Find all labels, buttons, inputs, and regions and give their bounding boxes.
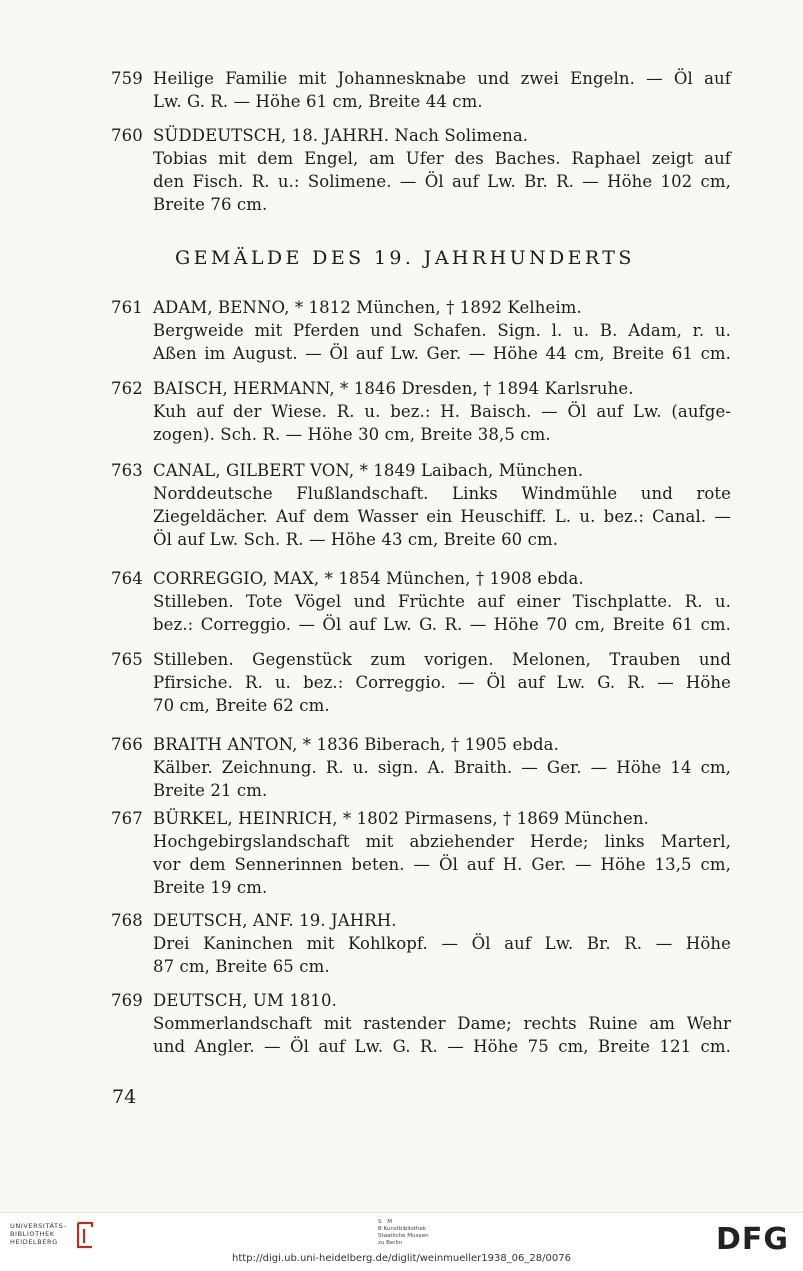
entry-763: [111, 459, 731, 551]
entry-line: und Angler. — Öl auf Lw. G. R. — Höhe 75 cm, Breite 121 cm.: [153, 1037, 731, 1056]
entry-line: Breite 19 cm.: [153, 878, 268, 897]
entry-number: 763: [111, 461, 143, 480]
entry-line: Kälber. Zeichnung. R. u. sign. A. Braith. — Ger. — Höhe 14 cm,: [153, 758, 731, 777]
entry-line: Aßen im August. — Öl auf Lw. Ger. — Höhe 44 cm, Breite 61 cm.: [153, 344, 731, 363]
entry-number: 761: [111, 298, 143, 317]
permalink-url[interactable]: http://digi.ub.uni-heidelberg.de/diglit/weinmueller1938_06_28/0076: [232, 1253, 571, 1264]
entry-line: CANAL, GILBERT VON, * 1849 Laibach, München.: [153, 461, 584, 480]
entry-762: [111, 377, 731, 446]
entry-line: BRAITH ANTON, * 1836 Biberach, † 1905 ebda.: [153, 735, 559, 754]
dfg-logo: DFG: [716, 1222, 790, 1257]
sm-kunstbibliothek-label: [360, 1219, 480, 1247]
entry-line: Ziegeldächer. Auf dem Wasser ein Heuschiff. L. u. bez.: Canal. —: [153, 507, 731, 526]
entry-line: Norddeutsche Flußlandschaft. Links Windmühle und rote: [153, 484, 731, 503]
entry-number: 764: [111, 569, 143, 588]
entry-line: Hochgebirgslandschaft mit abziehender Herde; links Marterl,: [153, 832, 731, 851]
entry-765: [111, 648, 731, 717]
entry-line: SÜDDEUTSCH, 18. JAHRH. Nach Solimena.: [153, 126, 529, 145]
entry-line: vor dem Sennerinnen beten. — Öl auf H. Ger. — Höhe 13,5 cm,: [153, 855, 731, 874]
entry-768: [111, 909, 731, 978]
entry-line: bez.: Correggio. — Öl auf Lw. G. R. — Höhe 70 cm, Breite 61 cm.: [153, 615, 731, 634]
entry-766: [111, 733, 731, 802]
entry-line: ADAM, BENNO, * 1812 München, † 1892 Kelheim.: [153, 298, 582, 317]
university-line: BIBLIOTHEK: [10, 1230, 55, 1238]
entry-line: Sommerlandschaft mit rastender Dame; rechts Ruine am Wehr: [153, 1014, 731, 1033]
entry-line: Breite 76 cm.: [153, 195, 268, 214]
entry-line: 87 cm, Breite 65 cm.: [153, 957, 330, 976]
entry-number: 767: [111, 809, 143, 828]
section-heading: GEMÄLDE DES 19. JAHRHUNDERTS: [175, 247, 635, 269]
page-number: 74: [112, 1086, 137, 1108]
entry-line: DEUTSCH, ANF. 19. JAHRH.: [153, 911, 397, 930]
entry-761: [111, 296, 731, 365]
entry-line: den Fisch. R. u.: Solimene. — Öl auf Lw. Br. R. — Höhe 102 cm,: [153, 172, 731, 191]
sm-line: Staatliche Museen: [378, 1233, 429, 1239]
entry-line: DEUTSCH, UM 1810.: [153, 991, 337, 1010]
entry-line: zogen). Sch. R. — Höhe 30 cm, Breite 38,5 cm.: [153, 425, 551, 444]
entry-line: Tobias mit dem Engel, am Ufer des Baches. Raphael zeigt auf: [153, 149, 731, 168]
entry-line: Stilleben. Tote Vögel und Früchte auf einer Tischplatte. R. u.: [153, 592, 731, 611]
entry-line: Pfirsiche. R. u. bez.: Correggio. — Öl auf Lw. G. R. — Höhe: [153, 673, 731, 692]
entry-767: [111, 807, 731, 899]
entry-line: Breite 21 cm.: [153, 781, 268, 800]
entry-769: [111, 989, 731, 1058]
entry-760: [111, 124, 731, 216]
sm-line: B Kunstbibliothek: [378, 1226, 426, 1232]
entry-number: 766: [111, 735, 143, 754]
entry-line: Kuh auf der Wiese. R. u. bez.: H. Baisch. — Öl auf Lw. (aufge-: [153, 402, 731, 421]
university-library-label: [10, 1222, 66, 1246]
entry-number: 769: [111, 991, 143, 1010]
sm-head: S M: [378, 1219, 394, 1225]
entry-number: 762: [111, 379, 143, 398]
entry-759: [111, 67, 731, 113]
entry-number: 768: [111, 911, 143, 930]
entry-764: [111, 567, 731, 636]
entry-line: BAISCH, HERMANN, * 1846 Dresden, † 1894 Karlsruhe.: [153, 379, 634, 398]
entry-line: Bergweide mit Pferden und Schafen. Sign. l. u. B. Adam, r. u.: [153, 321, 731, 340]
entry-line: Stilleben. Gegenstück zum vorigen. Melonen, Trauben und: [153, 650, 731, 669]
university-line: HEIDELBERG: [10, 1238, 58, 1246]
entry-number: 765: [111, 650, 143, 669]
university-logo-icon: [74, 1221, 96, 1251]
entry-number: 759: [111, 69, 143, 88]
entry-line: BÜRKEL, HEINRICH, * 1802 Pirmasens, † 1869 München.: [153, 809, 649, 828]
entry-line: Lw. G. R. — Höhe 61 cm, Breite 44 cm.: [153, 92, 483, 111]
entry-line: Öl auf Lw. Sch. R. — Höhe 43 cm, Breite 60 cm.: [153, 530, 559, 549]
sm-line: zu Berlin: [378, 1240, 403, 1246]
entry-line: Heilige Familie mit Johannesknabe und zwei Engeln. — Öl auf: [153, 69, 731, 88]
entry-line: CORREGGIO, MAX, * 1854 München, † 1908 ebda.: [153, 569, 584, 588]
university-line: UNIVERSITÄTS-: [10, 1222, 67, 1230]
entry-line: 70 cm, Breite 62 cm.: [153, 696, 330, 715]
entry-line: Drei Kaninchen mit Kohlkopf. — Öl auf Lw. Br. R. — Höhe: [153, 934, 731, 953]
entry-number: 760: [111, 126, 143, 145]
